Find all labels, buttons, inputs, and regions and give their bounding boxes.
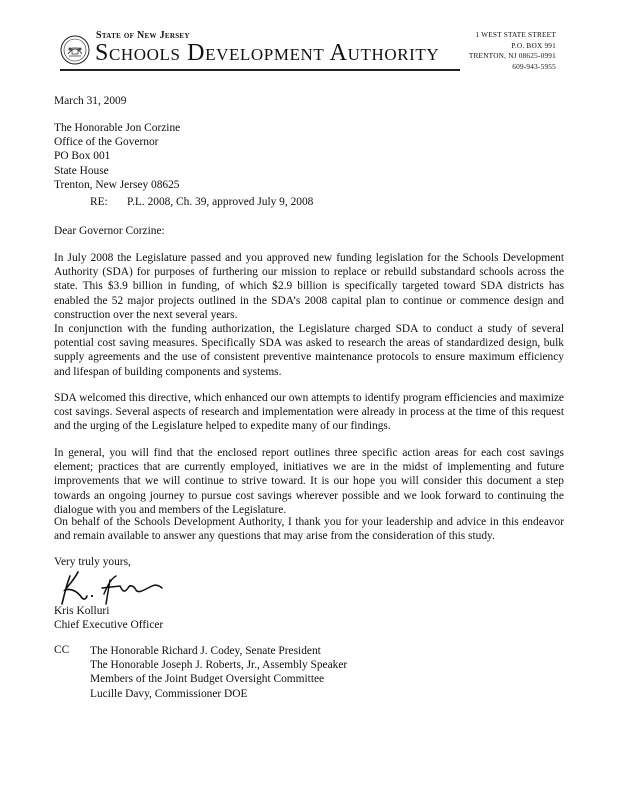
paragraph-text: In July 2008 the Legislature passed and you approved new funding legislation for the Schools Development Authority (SDA) for purposes of furthering our mission to replace or rebuild substandard schools across the state. This $3.9 billion in funding, of which $2.9 billion is specifically targeted toward SDA districts has enabled the 52 major projects outlined in the SDA’s 2008 capital plan to continue or commence design and construction over the next several years. [54,252,564,321]
recipient-line: PO Box 001 [54,150,111,163]
cc-item: Lucille Davy, Commissioner DOE [90,687,248,700]
paragraph-text: On behalf of the Schools Development Authority, I thank you for your leadership and advice in this endeavor and remain available to answer any questions that may arise from the consideration of this study. [54,516,564,543]
letterhead-rule [60,69,460,71]
address-line: P.O. BOX 991 [511,40,556,50]
re-label: RE: [90,196,108,208]
address-line: 609-943-5955 [512,61,556,71]
letterhead-address [469,30,556,72]
address-line: 1 WEST STATE STREET [475,30,556,39]
paragraph-text: In conjunction with the funding authorization, the Legislature charged SDA to conduct a study of several potential cost saving measures. Specifically SDA was asked to research the areas of standardized design, bulk supply agreements and the use of consistent preventive maintenance protocols to ensure maximum efficiency and lifespan of building components and systems. [54,323,564,378]
re-subject: P.L. 2008, Ch. 39, approved July 9, 2008 [127,196,314,208]
signer-block [54,604,163,632]
cc-item: The Honorable Richard J. Codey, Senate President [90,645,321,657]
paragraph-text: In general, you will find that the enclosed report outlines three specific action areas for each cost savings element; practices that are currently employed, initiatives we are in the midst of implementing and future improvements that we will continue to strive toward. It is our hope you will consider this document a step towards an ongoing journey to pursue cost savings wherever possible and we look forward to continuing the dialogue with you and members of the Legislature. [54,447,564,516]
letterhead-agency: Schools Development Authority [95,40,440,66]
recipient-line: Trenton, New Jersey 08625 [54,178,180,191]
cc-item: Members of the Joint Budget Oversight Committee [90,673,325,686]
signer-name: Kris Kolluri [54,605,110,617]
body-paragraph-2 [54,322,564,379]
letterhead-state: State of New Jersey [96,30,190,41]
cc-list [90,644,347,701]
recipient-line: The Honorable Jon Corzine [54,122,181,134]
recipient-line: State House [54,164,109,177]
recipient-line: Office of the Governor [54,136,159,149]
signer-title: Chief Executive Officer [54,619,164,632]
closing: Very truly yours, [54,556,131,568]
body-paragraph-3 [54,391,564,434]
cc-label: CC [54,644,70,656]
handwritten-signature [56,566,166,608]
body-paragraph-5 [54,515,564,543]
cc-item: The Honorable Joseph J. Roberts, Jr., Assembly Speaker [90,659,348,672]
salutation: Dear Governor Corzine: [54,225,165,237]
letter-date: March 31, 2009 [54,95,127,107]
address-line: TRENTON, NJ 08625-0991 [468,51,556,60]
recipient-block [54,121,180,192]
paragraph-text: SDA welcomed this directive, which enhanced our own attempts to identify program efficiencies and maximize cost savings. Several aspects of research and implementation were already in process at the time of this request and the urging of the Legislature helped to expedite many of our findings. [54,392,564,433]
body-paragraph-1 [54,251,564,322]
state-seal-icon [60,35,90,65]
body-paragraph-4 [54,446,564,517]
